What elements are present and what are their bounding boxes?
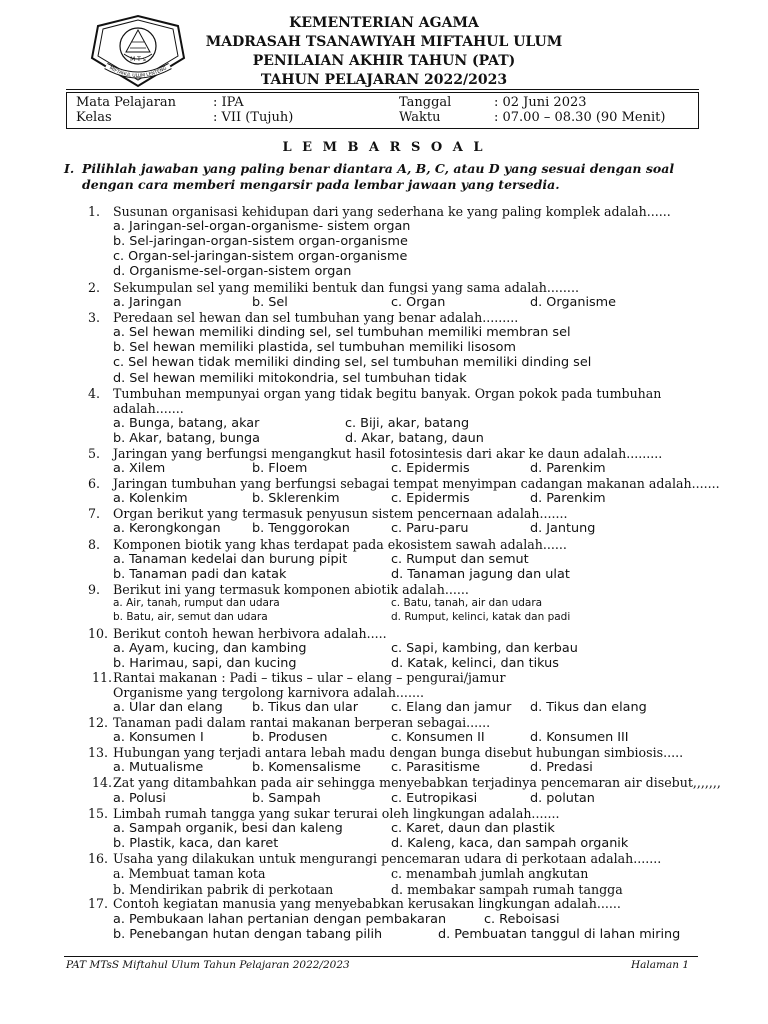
- answer-option: d. Jantung: [530, 521, 596, 536]
- question-text: Peredaan sel hewan dan sel tumbuhan yang benar adalah.........: [113, 310, 519, 325]
- instruction-text: Pilihlah jawaban yang paling benar diantara A, B, C, atau D yang sesuai dengan soal dengan cara memberi mengarsir pada lembar jawaan yang tersedia.: [82, 161, 675, 192]
- question-number: 9.: [88, 582, 101, 597]
- answer-option: d. Akar, batang, daun: [345, 431, 484, 446]
- answer-option: a. Konsumen I: [113, 730, 204, 745]
- answer-option: d. Predasi: [530, 760, 593, 775]
- answer-option: b. Floem: [252, 461, 308, 476]
- answer-option: b. Sel-jaringan-organ-sistem organ-organisme: [113, 234, 408, 249]
- question-number: 5.: [88, 446, 101, 461]
- time-label: Waktu: [399, 110, 441, 125]
- question-text: Limbah rumah tangga yang sukar terurai oleh lingkungan adalah.......: [113, 806, 560, 821]
- answer-option: b. Produsen: [252, 730, 328, 745]
- answer-option: d. Parenkim: [530, 491, 606, 506]
- section-number: I.: [64, 161, 75, 176]
- question-text: Zat yang ditambahkan pada air sehingga menyebabkan terjadinya pencemaran air disebut,,,,,,,: [113, 775, 721, 790]
- question-text: Komponen biotik yang khas terdapat pada ekosistem sawah adalah......: [113, 537, 567, 552]
- answer-option: c. Organ: [391, 295, 446, 310]
- question-text: Rantai makanan : Padi – tikus – ular – elang – pengurai/jamur: [113, 670, 506, 685]
- answer-option: b. Sampah: [252, 791, 321, 806]
- answer-option: a. Mutualisme: [113, 760, 204, 775]
- answer-option: a. Jaringan: [113, 295, 182, 310]
- answer-option: c. Rumput dan semut: [391, 552, 529, 567]
- footer-page: Halaman 1: [631, 959, 690, 971]
- answer-option: a. Polusi: [113, 791, 166, 806]
- question-number: 12.: [88, 715, 109, 730]
- date-label: Tanggal: [399, 95, 452, 110]
- answer-option: d. membakar sampah rumah tangga: [391, 882, 623, 897]
- subject-label: Mata Pelajaran: [76, 95, 177, 110]
- answer-option: d. Pembuatan tanggul di lahan miring: [438, 927, 681, 942]
- question-text: Organ berikut yang termasuk penyusun sistem pencernaan adalah.......: [113, 506, 568, 521]
- question-text: Jaringan yang berfungsi mengangkut hasil fotosintesis dari akar ke daun adalah.........: [113, 446, 663, 461]
- answer-option: a. Kolenkim: [113, 491, 188, 506]
- question-text: Susunan organisasi kehidupan dari yang sederhana ke yang paling komplek adalah......: [113, 204, 671, 219]
- answer-option: a. Ayam, kucing, dan kambing: [113, 641, 307, 656]
- question-text: Sekumpulan sel yang memiliki bentuk dan fungsi yang sama adalah........: [113, 280, 579, 295]
- answer-option: a. Jaringan-sel-organ-organisme- sistem organ: [113, 219, 411, 234]
- subject-value: : IPA: [213, 95, 244, 110]
- header-year: TAHUN PELAJARAN 2022/2023: [260, 72, 508, 88]
- question-text: Tanaman padi dalam rantai makanan berperan sebagai......: [113, 715, 491, 730]
- instruction: [64, 161, 724, 192]
- answer-option: b. Komensalisme: [252, 760, 361, 775]
- class-label: Kelas: [76, 110, 112, 125]
- time-value: : 07.00 – 08.30 (90 Menit): [494, 110, 666, 125]
- question-number: 7.: [88, 506, 101, 521]
- svg-text:M T s: M T s: [130, 56, 146, 63]
- answer-option: c. menambah jumlah angkutan: [391, 866, 589, 881]
- answer-option: b. Harimau, sapi, dan kucing: [113, 656, 297, 671]
- answer-option: c. Epidermis: [391, 491, 470, 506]
- footer-divider: [64, 956, 698, 957]
- answer-option: b. Batu, air, semut dan udara: [113, 611, 268, 623]
- question-number: 2.: [88, 280, 101, 295]
- answer-option: c. Sapi, kambing, dan kerbau: [391, 641, 578, 656]
- answer-option: a. Air, tanah, rumput dan udara: [113, 597, 280, 609]
- answer-option: c. Parasitisme: [391, 760, 481, 775]
- question-text: Berikut ini yang termasuk komponen abiotik adalah......: [113, 582, 469, 597]
- answer-option: c. Biji, akar, batang: [345, 416, 470, 431]
- answer-option: b. Tikus dan ular: [252, 700, 359, 715]
- answer-option: a. Sampah organik, besi dan kaleng: [113, 821, 343, 836]
- answer-option: c. Epidermis: [391, 461, 470, 476]
- question-text-cont: adalah.......: [113, 401, 184, 416]
- answer-option: d. Kaleng, kaca, dan sampah organik: [391, 836, 629, 851]
- question-number: 1.: [88, 204, 101, 219]
- answer-option: b. Sklerenkim: [252, 491, 340, 506]
- answer-option: c. Karet, daun dan plastik: [391, 821, 555, 836]
- answer-option: c. Paru-paru: [391, 521, 469, 536]
- answer-option: d. Konsumen III: [530, 730, 629, 745]
- answer-option: c. Sel hewan tidak memiliki dinding sel, sel tumbuhan memiliki dinding sel: [113, 355, 592, 370]
- answer-option: b. Tenggorokan: [252, 521, 350, 536]
- question-number: 10.: [88, 626, 109, 641]
- question-number: 15.: [88, 806, 109, 821]
- answer-option: a. Tanaman kedelai dan burung pipit: [113, 552, 348, 567]
- class-value: : VII (Tujuh): [213, 110, 294, 125]
- answer-option: d. Organisme: [530, 295, 617, 310]
- answer-option: d. Organisme-sel-organ-sistem organ: [113, 264, 352, 279]
- header-exam: PENILAIAN AKHIR TAHUN (PAT): [252, 53, 516, 69]
- answer-option: d. Katak, kelinci, dan tikus: [391, 656, 559, 671]
- answer-option: c. Elang dan jamur: [391, 700, 512, 715]
- header-ministry: KEMENTERIAN AGAMA: [289, 15, 479, 31]
- question-number: 3.: [88, 310, 101, 325]
- answer-option: b. Plastik, kaca, dan karet: [113, 836, 279, 851]
- answer-option: b. Mendirikan pabrik di perkotaan: [113, 882, 334, 897]
- answer-option: a. Bunga, batang, akar: [113, 416, 260, 431]
- answer-option: b. Sel: [252, 295, 288, 310]
- question-number: 16.: [88, 851, 109, 866]
- question-text-cont: Organisme yang tergolong karnivora adalah.......: [113, 685, 424, 700]
- question-number: 4.: [88, 386, 101, 401]
- footer-left: PAT MTsS Miftahul Ulum Tahun Pelajaran 2022/2023: [66, 959, 350, 971]
- answer-option: c. Eutropikasi: [391, 791, 478, 806]
- question-text: Berikut contoh hewan herbivora adalah.....: [113, 626, 387, 641]
- answer-option: d. Sel hewan memiliki mitokondria, sel tumbuhan tidak: [113, 371, 467, 386]
- question-text: Hubungan yang terjadi antara lebah madu dengan bunga disebut hubungan simbiosis.....: [113, 745, 684, 760]
- answer-option: a. Pembukaan lahan pertanian dengan pembakaran: [113, 912, 447, 927]
- date-value: : 02 Juni 2023: [494, 95, 587, 110]
- answer-option: d. Tanaman jagung dan ulat: [391, 567, 570, 582]
- answer-option: d. polutan: [530, 791, 595, 806]
- answer-option: c. Reboisasi: [484, 912, 560, 927]
- question-text: Usaha yang dilakukan untuk mengurangi pencemaran udara di perkotaan adalah.......: [113, 851, 662, 866]
- answer-option: c. Konsumen II: [391, 730, 485, 745]
- answer-option: b. Sel hewan memiliki plastida, sel tumbuhan memiliki lisosom: [113, 340, 516, 355]
- answer-option: a. Xilem: [113, 461, 166, 476]
- svg-text:MIFTAHUL ULUM LENTENG: MIFTAHUL ULUM LENTENG: [108, 66, 168, 80]
- question-text: Tumbuhan mempunyai organ yang tidak begitu banyak. Organ pokok pada tumbuhan: [113, 386, 662, 401]
- answer-option: c. Organ-sel-jaringan-sistem organ-organisme: [113, 249, 408, 264]
- answer-option: a. Sel hewan memiliki dinding sel, sel tumbuhan memiliki membran sel: [113, 325, 571, 340]
- sheet-title: L E M B A R S O A L: [282, 140, 486, 155]
- question-number: 17.: [88, 896, 109, 911]
- question-number: 6.: [88, 476, 101, 491]
- answer-option: a. Kerongkongan: [113, 521, 221, 536]
- question-number: 8.: [88, 537, 101, 552]
- answer-option: b. Tanaman padi dan katak: [113, 567, 287, 582]
- header-divider: [66, 89, 699, 90]
- answer-option: d. Rumput, kelinci, katak dan padi: [391, 611, 571, 623]
- question-text: Jaringan tumbuhan yang berfungsi sebagai tempat menyimpan cadangan makanan adalah.......: [113, 476, 720, 491]
- answer-option: c. Batu, tanah, air dan udara: [391, 597, 543, 609]
- header-school: MADRASAH TSANAWIYAH MIFTAHUL ULUM: [205, 34, 563, 50]
- answer-option: b. Akar, batang, bunga: [113, 431, 260, 446]
- answer-option: a. Ular dan elang: [113, 700, 223, 715]
- question-number: 14.: [92, 775, 113, 790]
- question-text: Contoh kegiatan manusia yang menyebabkan kerusakan lingkungan adalah......: [113, 896, 621, 911]
- answer-option: a. Membuat taman kota: [113, 866, 266, 881]
- question-number: 13.: [88, 745, 109, 760]
- question-number: 11.: [92, 670, 113, 685]
- answer-option: b. Penebangan hutan dengan tabang pilih: [113, 927, 383, 942]
- answer-option: d. Tikus dan elang: [530, 700, 647, 715]
- answer-option: d. Parenkim: [530, 461, 606, 476]
